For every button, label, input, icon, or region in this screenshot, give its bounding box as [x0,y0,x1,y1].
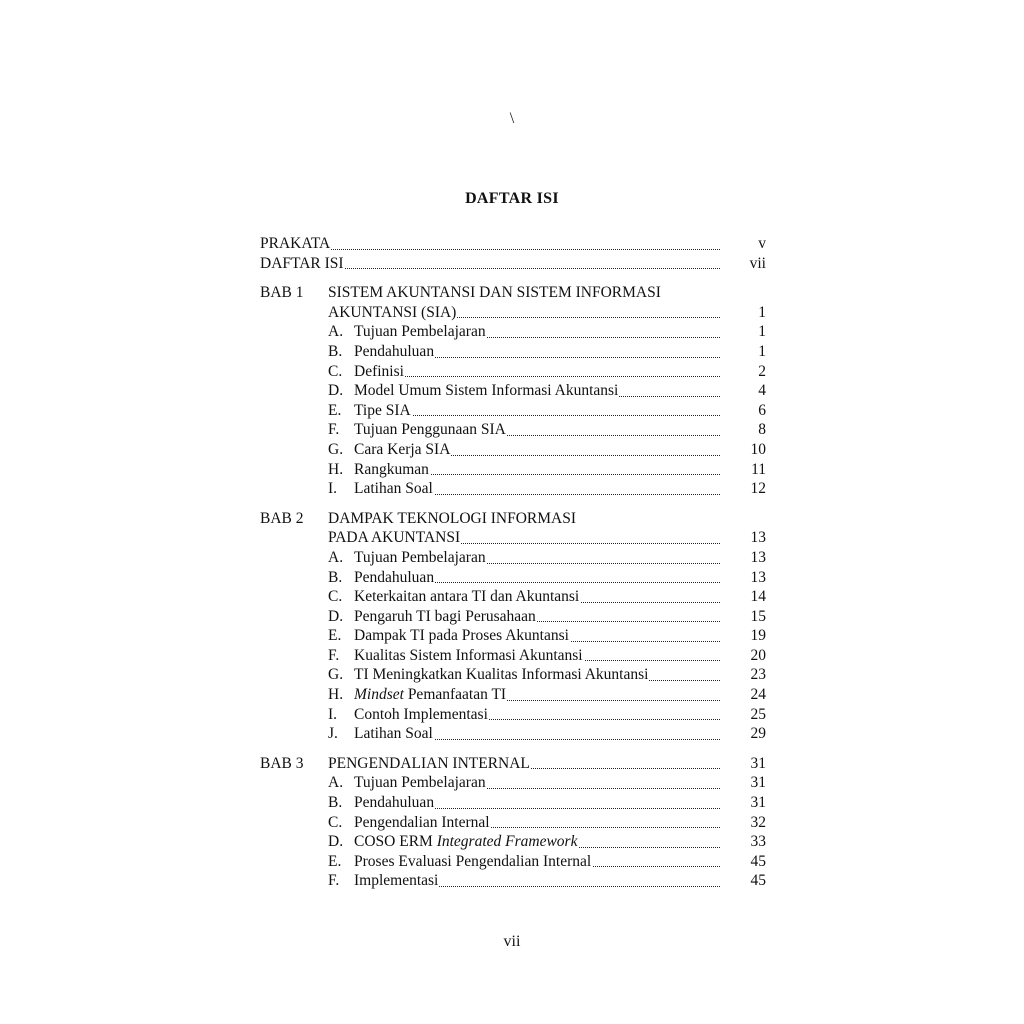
toc-entry-leader [354,420,720,440]
toc-entry-label: Tipe SIA [354,401,411,419]
toc-entry-label: Model Umum Sistem Informasi Akuntansi [354,382,619,400]
toc-page-number: 32 [750,813,766,831]
chapter-title-row [260,303,766,323]
page-number: vii [503,933,521,950]
section-row [260,322,766,342]
toc-entry-leader [354,852,720,872]
toc-page-number: 24 [750,686,766,704]
section-row [260,705,766,725]
toc-entry-label: Dampak TI pada Proses Akuntansi [354,627,569,645]
toc-entry-leader [354,479,720,499]
chapter-title: DAMPAK TEKNOLOGI INFORMASI [328,509,577,527]
section-letter: C. [328,813,343,831]
section-row [260,479,766,499]
toc-page-number: 8 [758,421,766,439]
toc-entry-leader [354,607,720,627]
toc-entry-leader [328,303,720,323]
section-letter: D. [328,382,344,400]
section-letter: B. [328,568,343,586]
toc-page-number: 2 [758,362,766,380]
section-row [260,440,766,460]
toc-page-number: 12 [750,480,766,498]
toc-entry-label: Keterkaitan antara TI dan Akuntansi [354,588,580,606]
toc-entry-label: Cara Kerja SIA [354,440,451,458]
toc-page-number: 23 [750,666,766,684]
page-title: DAFTAR ISI [465,190,559,207]
italic-term: Integrated Framework [436,833,578,851]
toc-page-number: 45 [750,872,766,890]
toc-entry-label: Proses Evaluasi Pengendalian Internal [354,852,592,870]
section-letter: J. [328,725,338,743]
toc-entry-label: PADA AKUNTANSI [328,529,461,547]
toc-entry-leader [354,813,720,833]
section-row [260,568,766,588]
section-letter: I. [328,480,338,498]
toc-page-number: v [758,235,766,252]
section-row [260,852,766,872]
toc-page-number: 33 [750,833,766,851]
section-letter: A. [328,774,344,792]
section-letter: H. [328,686,344,704]
chapter-number: BAB 2 [260,509,304,527]
section-row [260,773,766,793]
section-row [260,685,766,705]
toc-entry-label: AKUNTANSI (SIA) [328,303,457,321]
toc-entry-leader [354,871,720,891]
toc-entry-leader [328,528,720,548]
toc-entry-leader [354,322,720,342]
toc-entry-leader [328,754,720,774]
toc-entry-label: Implementasi [354,872,439,890]
section-letter: B. [328,794,343,812]
section-row [260,420,766,440]
toc-page-number: 4 [758,382,766,400]
toc-entry-leader [354,362,720,382]
chapter-number: BAB 1 [260,284,304,302]
toc-entry-label: Pengaruh TI bagi Perusahaan [354,607,536,625]
section-row [260,381,766,401]
toc-entry-leader [354,793,720,813]
section-row [260,342,766,362]
section-letter: E. [328,401,342,419]
toc-entry-label: Pengendalian Internal [354,813,490,831]
section-row [260,587,766,607]
toc-entry-leader [354,646,720,666]
toc-page-number: 6 [758,401,766,419]
toc-page-number: 20 [750,646,766,664]
toc-page-number: 1 [758,303,766,321]
toc-page-number: 13 [750,548,766,566]
toc-page-number: 29 [750,725,766,743]
toc-entry-leader [354,587,720,607]
section-letter: D. [328,607,344,625]
toc-entry-leader [354,626,720,646]
toc-entry-label: DAFTAR ISI [260,254,344,272]
toc-entry-label: Pendahuluan [354,794,435,812]
toc-entry-leader [354,832,720,852]
section-letter: E. [328,852,342,870]
section-row [260,607,766,627]
toc-page-number: 13 [750,529,766,547]
toc-entry-leader [354,548,720,568]
section-row [260,871,766,891]
toc-entry-label: Kualitas Sistem Informasi Akuntansi [354,646,583,664]
toc-page-number: 45 [750,852,766,870]
chapter-title: SISTEM AKUNTANSI DAN SISTEM INFORMASI [328,284,661,302]
chapter-heading-row [260,283,766,303]
toc-entry-label: Definisi [354,362,404,380]
toc-front-row [260,234,766,254]
toc-entry-leader [354,685,720,705]
section-row [260,793,766,813]
table-of-contents [260,234,766,891]
toc-entry-label: PRAKATA [260,235,331,252]
section-letter: G. [328,666,344,684]
toc-entry-label: Pendahuluan [354,342,435,360]
section-letter: A. [328,548,344,566]
section-letter: B. [328,342,343,360]
toc-entry-leader [260,254,720,274]
section-row [260,646,766,666]
spacer [260,744,766,754]
section-letter: A. [328,323,344,341]
toc-entry-leader [354,568,720,588]
toc-page-number: 31 [750,794,766,812]
section-letter: I. [328,705,338,723]
section-letter: F. [328,421,340,439]
section-letter: G. [328,440,344,458]
toc-entry-leader [354,440,720,460]
section-row [260,362,766,382]
section-letter: F. [328,872,340,890]
toc-entry-label: PENGENDALIAN INTERNAL [328,754,530,772]
toc-entry-leader [354,665,720,685]
toc-page-number: 19 [750,627,766,645]
toc-entry-label: Mindset Pemanfaatan TI [354,686,507,704]
toc-page-number: 14 [750,588,766,606]
dot-leader [354,376,720,377]
toc-page-number: 10 [750,440,766,458]
spacer [260,499,766,509]
toc-entry-leader [354,460,720,480]
toc-entry-label: Latihan Soal [354,480,433,498]
toc-entry-label: Tujuan Penggunaan SIA [354,421,506,439]
toc-entry-leader [354,342,720,362]
chapter-heading-row [260,509,766,529]
toc-entry-leader [354,381,720,401]
toc-entry-label: COSO ERM Integrated Framework [354,833,578,851]
toc-entry-label: Contoh Implementasi [354,705,488,723]
section-letter: D. [328,833,344,851]
toc-entry-leader [260,234,720,254]
toc-front-row [260,254,766,274]
section-row [260,813,766,833]
section-letter: H. [328,460,344,478]
toc-page-number: 11 [751,460,766,478]
toc-entry-leader [354,724,720,744]
toc-entry-label: Latihan Soal [354,725,433,743]
chapter-heading-row [260,754,766,774]
section-letter: C. [328,362,343,380]
section-row [260,626,766,646]
toc-entry-leader [354,705,720,725]
toc-page-number: 15 [750,607,766,625]
toc-page-number: 13 [750,568,766,586]
toc-page-number: 25 [750,705,766,723]
section-row [260,665,766,685]
section-row [260,460,766,480]
chapter-title-row [260,528,766,548]
section-row [260,724,766,744]
section-row [260,548,766,568]
chapter-number: BAB 3 [260,754,304,772]
header-mark: \ [509,110,515,127]
section-row [260,401,766,421]
toc-page-number: 1 [758,342,766,360]
toc-page-number: 31 [750,754,766,772]
section-letter: F. [328,646,340,664]
section-letter: C. [328,588,343,606]
toc-entry-leader [354,401,720,421]
toc-entry-label: Tujuan Pembelajaran [354,323,486,341]
toc-entry-leader [354,773,720,793]
toc-entry-label: Tujuan Pembelajaran [354,774,486,792]
section-row [260,832,766,852]
spacer [260,273,766,283]
toc-page-number: vii [749,254,766,272]
toc-entry-label: Pendahuluan [354,568,435,586]
italic-term: Mindset [354,686,404,704]
toc-page-number: 1 [758,323,766,341]
section-letter: E. [328,627,342,645]
toc-entry-label: Tujuan Pembelajaran [354,548,486,566]
toc-page-number: 31 [750,774,766,792]
toc-entry-label: TI Meningkatkan Kualitas Informasi Akuntansi [354,666,649,684]
toc-entry-label: Rangkuman [354,460,429,478]
